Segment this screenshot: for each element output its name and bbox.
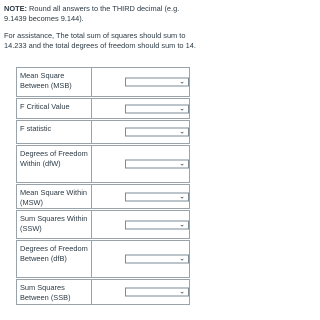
row-label: Sum Squares Between (SSB) [16, 279, 92, 305]
answer-row-f-statistic [16, 120, 190, 144]
answer-dropdown-msw[interactable] [125, 192, 189, 201]
row-label: Degrees of Freedom Within (dfW) [16, 145, 92, 183]
answer-dropdown-f-critical[interactable] [125, 104, 189, 113]
chevron-down-icon: ⌄ [179, 255, 185, 263]
answer-cell [91, 98, 190, 119]
answer-cell [91, 210, 190, 239]
assistance-note: For assistance, The total sum of squares should sum to 14.233 and the total degrees of freedom should sum to 14. [4, 31, 196, 50]
answer-row-msw [16, 184, 190, 209]
answer-cell [91, 240, 190, 278]
answer-dropdown-dfw[interactable] [125, 160, 189, 169]
row-label: F statistic [16, 120, 92, 144]
chevron-down-icon: ⌄ [179, 128, 185, 136]
answer-dropdown-f-statistic[interactable] [125, 128, 189, 137]
answer-cell [91, 279, 190, 305]
row-label: Degrees of Freedom Between (dfB) [16, 240, 92, 278]
answer-row-f-critical [16, 98, 190, 119]
answer-row-ssw [16, 210, 190, 239]
chevron-down-icon: ⌄ [179, 105, 185, 112]
instructions [4, 4, 196, 51]
note-text: Round all answers to the THIRD decimal (e.g. 9.1439 becomes 9.144). [4, 4, 180, 23]
answer-cell [91, 120, 190, 144]
answer-row-dfb [16, 240, 190, 278]
note-prefix: NOTE: [4, 4, 27, 13]
answer-row-msb [16, 67, 190, 97]
row-label: Mean Square Within (MSW) [16, 184, 92, 209]
row-label: F Critical Value [16, 98, 92, 119]
answer-row-ssb [16, 279, 190, 305]
chevron-down-icon: ⌄ [179, 160, 185, 168]
answer-dropdown-ssw[interactable] [125, 220, 189, 229]
answer-dropdown-msb[interactable] [125, 78, 189, 87]
chevron-down-icon: ⌄ [179, 193, 185, 200]
chevron-down-icon: ⌄ [179, 288, 185, 296]
answer-cell [91, 184, 190, 209]
row-label: Mean Square Between (MSB) [16, 67, 92, 97]
chevron-down-icon: ⌄ [179, 221, 185, 228]
chevron-down-icon: ⌄ [179, 78, 185, 86]
answer-dropdown-ssb[interactable] [125, 288, 189, 297]
answer-row-dfw [16, 145, 190, 183]
answer-dropdown-dfb[interactable] [125, 255, 189, 264]
rounding-note [4, 4, 196, 24]
answer-cell [91, 145, 190, 183]
answer-cell [91, 67, 190, 97]
row-label: Sum Squares Within (SSW) [16, 210, 92, 239]
